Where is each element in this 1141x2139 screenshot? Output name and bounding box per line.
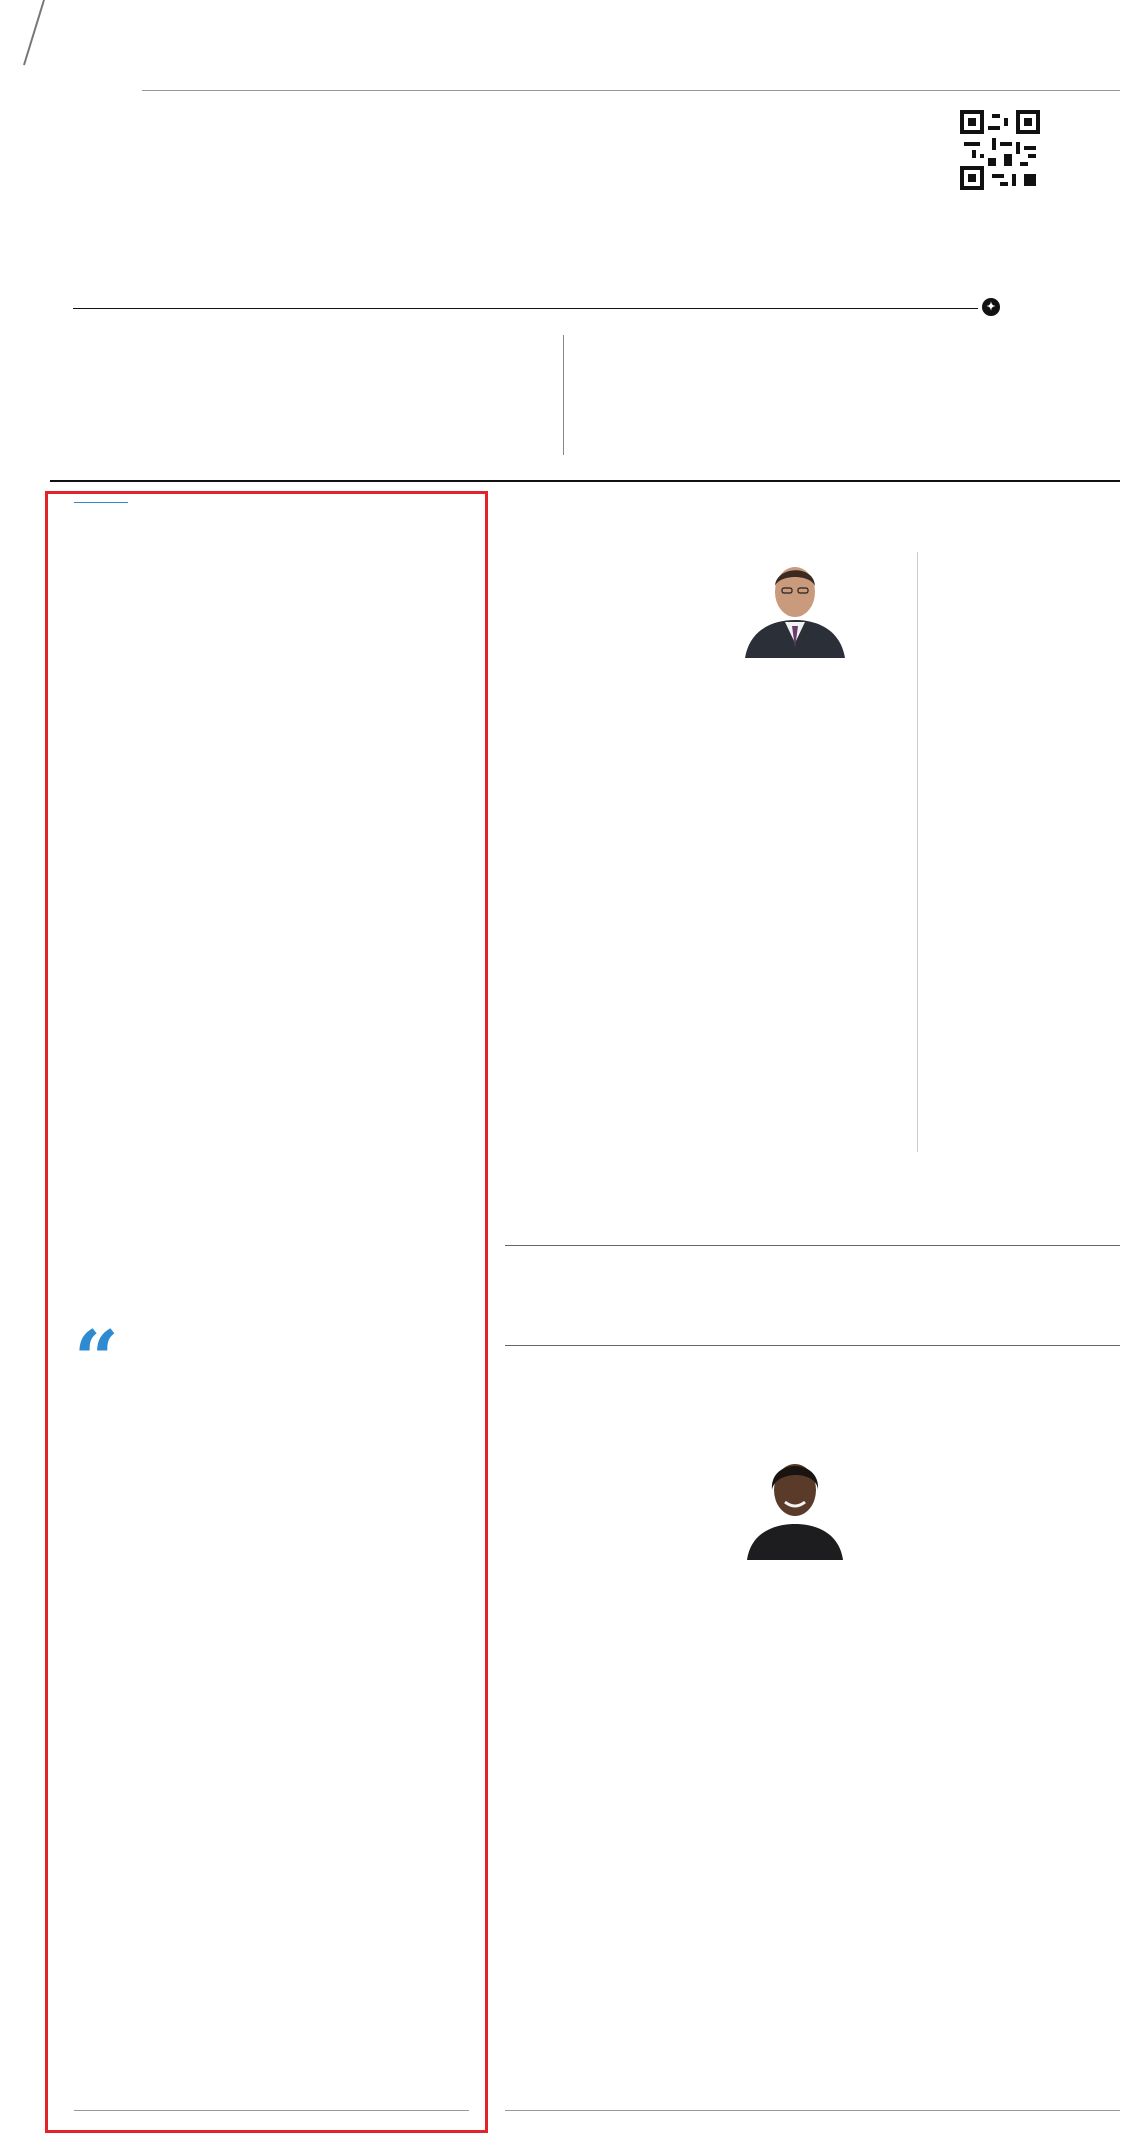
masthead-rule <box>73 308 978 309</box>
author-photo <box>730 548 860 658</box>
page-corner-mark <box>18 0 48 70</box>
column2-end-rule <box>505 2110 1120 2111</box>
editorial-lede <box>74 529 469 609</box>
column1-divider <box>917 552 918 1152</box>
frase-bottom-rule <box>505 1345 1120 1346</box>
frase-top-rule <box>505 1245 1120 1246</box>
header-rule <box>142 90 1120 91</box>
twitter-link[interactable] <box>982 298 1005 316</box>
quote-mark-icon: “ <box>74 1314 119 1405</box>
editorial-highlight-box <box>45 491 488 2133</box>
author-photo <box>735 1440 855 1560</box>
twitter-icon: ✦ <box>982 298 1000 316</box>
editorial-section <box>74 498 469 633</box>
credits-divider <box>563 335 564 455</box>
editorial-end-rule <box>74 2110 469 2111</box>
qr-code-icon[interactable] <box>960 110 1040 190</box>
kicker-underline <box>74 502 128 503</box>
pull-quote <box>74 1314 254 1405</box>
header-bottom-rule <box>50 480 1120 482</box>
